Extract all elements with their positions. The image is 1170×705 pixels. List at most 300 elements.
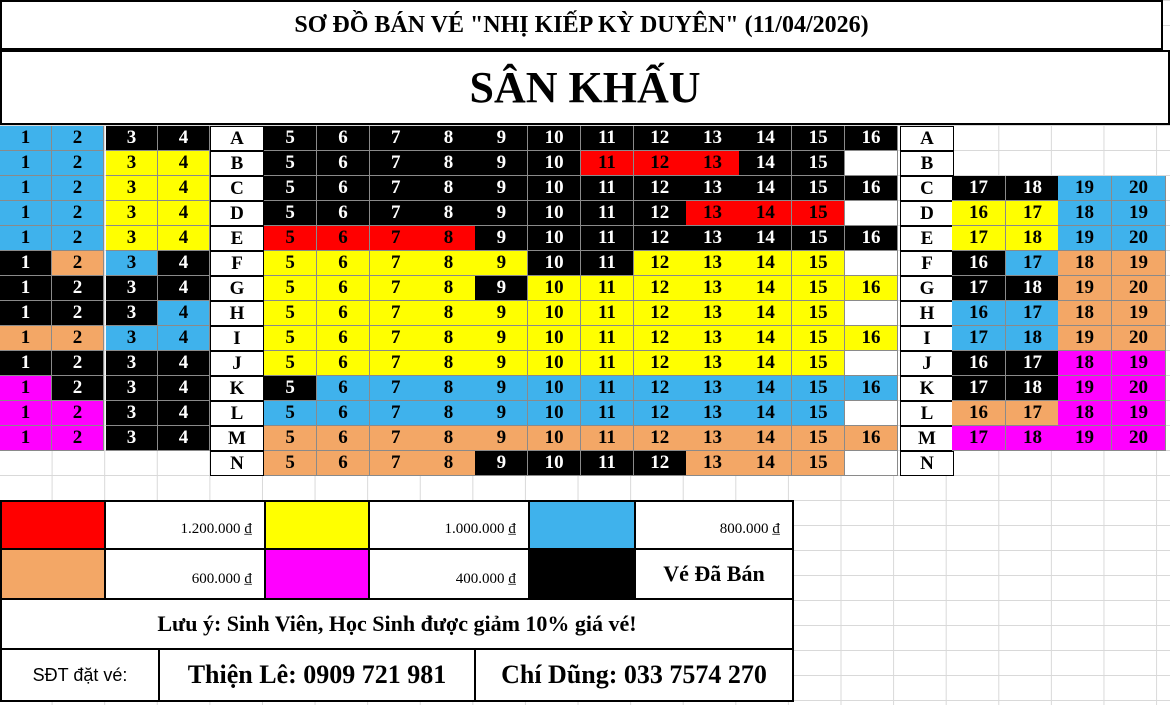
seat-L-1: 1 (0, 401, 52, 426)
seat-A-2: 2 (52, 126, 104, 151)
contact-phone-dung[interactable]: Chí Dũng: 033 7574 270 (474, 648, 794, 702)
seat-E-4: 4 (158, 226, 210, 251)
row-label-right: J (900, 351, 954, 376)
seat-J-11: 11 (581, 351, 634, 376)
seat-I-4: 4 (158, 326, 210, 351)
seat-A-10: 10 (528, 126, 581, 151)
seat-K-2: 2 (52, 376, 104, 401)
row-label-left: M (210, 426, 264, 451)
seat-C-6: 6 (317, 176, 370, 201)
seat-C-16: 16 (845, 176, 898, 201)
seat-B-7: 7 (370, 151, 423, 176)
seat-G-20: 20 (1112, 276, 1166, 301)
seat-C-10: 10 (528, 176, 581, 201)
empty-seat (845, 201, 898, 226)
seat-G-16: 16 (845, 276, 898, 301)
row-label-right: G (900, 276, 954, 301)
seat-M-8: 8 (422, 426, 475, 451)
seat-L-10: 10 (528, 401, 581, 426)
seat-A-9: 9 (475, 126, 528, 151)
seat-D-14: 14 (739, 201, 792, 226)
seat-J-4: 4 (158, 351, 210, 376)
row-label-right: H (900, 301, 954, 326)
row-label-right: E (900, 226, 954, 251)
row-label-right: K (900, 376, 954, 401)
seat-J-19: 19 (1112, 351, 1166, 376)
seat-F-1: 1 (0, 251, 52, 276)
empty-seat (845, 301, 898, 326)
row-label-right: L (900, 401, 954, 426)
seat-E-7: 7 (370, 226, 423, 251)
seat-L-17: 17 (1006, 401, 1060, 426)
seat-F-15: 15 (792, 251, 845, 276)
seat-I-9: 9 (475, 326, 528, 351)
seat-K-15: 15 (792, 376, 845, 401)
empty-seat (845, 151, 898, 176)
seat-L-19: 19 (1112, 401, 1166, 426)
seat-E-11: 11 (581, 226, 634, 251)
seat-I-17: 17 (952, 326, 1006, 351)
seat-M-18: 18 (1006, 426, 1060, 451)
seat-D-7: 7 (370, 201, 423, 226)
seat-L-3: 3 (106, 401, 158, 426)
seat-B-10: 10 (528, 151, 581, 176)
seat-I-13: 13 (686, 326, 739, 351)
seat-F-11: 11 (581, 251, 634, 276)
stage-banner: SÂN KHẤU (0, 50, 1170, 125)
legend-sold-label: Vé Đã Bán (634, 548, 794, 600)
contact-label: SĐT đặt vé: (0, 648, 160, 702)
seat-E-13: 13 (686, 226, 739, 251)
seat-E-3: 3 (106, 226, 158, 251)
seat-N-10: 10 (528, 451, 581, 476)
seat-K-4: 4 (158, 376, 210, 401)
seat-C-11: 11 (581, 176, 634, 201)
seat-F-17: 17 (1006, 251, 1060, 276)
seat-I-5: 5 (264, 326, 317, 351)
seat-J-9: 9 (475, 351, 528, 376)
seat-M-6: 6 (317, 426, 370, 451)
seat-K-16: 16 (845, 376, 898, 401)
seat-K-6: 6 (317, 376, 370, 401)
legend-price-magenta: 400.000 ₫ (368, 548, 530, 600)
seat-M-16: 16 (845, 426, 898, 451)
seat-H-3: 3 (106, 301, 158, 326)
seat-D-12: 12 (634, 201, 687, 226)
seat-H-8: 8 (422, 301, 475, 326)
seat-K-12: 12 (634, 376, 687, 401)
seat-I-3: 3 (106, 326, 158, 351)
seat-H-15: 15 (792, 301, 845, 326)
seat-L-14: 14 (739, 401, 792, 426)
seat-C-5: 5 (264, 176, 317, 201)
seat-K-17: 17 (952, 376, 1006, 401)
seat-C-12: 12 (634, 176, 687, 201)
seat-F-7: 7 (370, 251, 423, 276)
seat-E-12: 12 (634, 226, 687, 251)
seat-C-17: 17 (952, 176, 1006, 201)
seat-C-20: 20 (1112, 176, 1166, 201)
seat-E-9: 9 (475, 226, 528, 251)
seat-L-2: 2 (52, 401, 104, 426)
seat-A-13: 13 (686, 126, 739, 151)
seat-G-12: 12 (634, 276, 687, 301)
legend-price-red: 1.200.000 ₫ (104, 500, 266, 550)
seat-A-7: 7 (370, 126, 423, 151)
seat-J-12: 12 (634, 351, 687, 376)
seat-N-13: 13 (686, 451, 739, 476)
seat-K-14: 14 (739, 376, 792, 401)
row-label-left: I (210, 326, 264, 351)
seat-B-2: 2 (52, 151, 104, 176)
seat-L-7: 7 (370, 401, 423, 426)
legend-swatch-yellow (264, 500, 370, 550)
seat-J-10: 10 (528, 351, 581, 376)
seat-E-8: 8 (422, 226, 475, 251)
seat-I-2: 2 (52, 326, 104, 351)
seat-E-14: 14 (739, 226, 792, 251)
contact-phone-thien[interactable]: Thiện Lê: 0909 721 981 (158, 648, 476, 702)
seat-D-11: 11 (581, 201, 634, 226)
seat-N-11: 11 (581, 451, 634, 476)
seat-G-15: 15 (792, 276, 845, 301)
seat-F-10: 10 (528, 251, 581, 276)
seat-A-11: 11 (581, 126, 634, 151)
seat-K-9: 9 (475, 376, 528, 401)
seat-J-8: 8 (422, 351, 475, 376)
seat-D-10: 10 (528, 201, 581, 226)
legend-swatch-sold (528, 548, 636, 600)
seat-L-16: 16 (952, 401, 1006, 426)
row-label-left: G (210, 276, 264, 301)
seat-A-8: 8 (422, 126, 475, 151)
seat-I-7: 7 (370, 326, 423, 351)
seat-G-9: 9 (475, 276, 528, 301)
seat-G-4: 4 (158, 276, 210, 301)
seat-K-10: 10 (528, 376, 581, 401)
seat-I-15: 15 (792, 326, 845, 351)
seat-C-9: 9 (475, 176, 528, 201)
seat-I-19: 19 (1058, 326, 1112, 351)
seat-E-19: 19 (1058, 226, 1112, 251)
seat-M-9: 9 (475, 426, 528, 451)
row-label-left: C (210, 176, 264, 201)
seat-N-5: 5 (264, 451, 317, 476)
seat-F-8: 8 (422, 251, 475, 276)
seat-I-8: 8 (422, 326, 475, 351)
seat-L-12: 12 (634, 401, 687, 426)
seat-J-15: 15 (792, 351, 845, 376)
legend-swatch-magenta (264, 548, 370, 600)
seat-A-12: 12 (634, 126, 687, 151)
seat-M-13: 13 (686, 426, 739, 451)
seat-M-4: 4 (158, 426, 210, 451)
seat-J-2: 2 (52, 351, 104, 376)
seat-H-6: 6 (317, 301, 370, 326)
seat-K-5: 5 (264, 376, 317, 401)
seat-M-19: 19 (1058, 426, 1112, 451)
seat-L-13: 13 (686, 401, 739, 426)
seat-C-8: 8 (422, 176, 475, 201)
seat-A-3: 3 (106, 126, 158, 151)
seat-D-18: 18 (1058, 201, 1112, 226)
seat-D-19: 19 (1112, 201, 1166, 226)
seat-G-18: 18 (1006, 276, 1060, 301)
seat-N-8: 8 (422, 451, 475, 476)
seat-B-13: 13 (686, 151, 739, 176)
seat-M-2: 2 (52, 426, 104, 451)
row-label-left: K (210, 376, 264, 401)
legend-price-orange: 600.000 ₫ (104, 548, 266, 600)
seat-I-20: 20 (1112, 326, 1166, 351)
seat-B-1: 1 (0, 151, 52, 176)
seat-B-8: 8 (422, 151, 475, 176)
seat-H-11: 11 (581, 301, 634, 326)
seat-I-1: 1 (0, 326, 52, 351)
seat-F-9: 9 (475, 251, 528, 276)
seat-L-5: 5 (264, 401, 317, 426)
seat-F-16: 16 (952, 251, 1006, 276)
seat-I-14: 14 (739, 326, 792, 351)
seat-B-5: 5 (264, 151, 317, 176)
seat-L-8: 8 (422, 401, 475, 426)
seat-N-12: 12 (634, 451, 687, 476)
seat-M-12: 12 (634, 426, 687, 451)
seat-C-1: 1 (0, 176, 52, 201)
seat-D-8: 8 (422, 201, 475, 226)
seat-M-11: 11 (581, 426, 634, 451)
seat-B-6: 6 (317, 151, 370, 176)
seat-D-13: 13 (686, 201, 739, 226)
seat-B-15: 15 (792, 151, 845, 176)
seat-H-17: 17 (1006, 301, 1060, 326)
seat-L-11: 11 (581, 401, 634, 426)
seat-D-9: 9 (475, 201, 528, 226)
seat-I-12: 12 (634, 326, 687, 351)
seat-C-4: 4 (158, 176, 210, 201)
seat-D-2: 2 (52, 201, 104, 226)
row-label-left: F (210, 251, 264, 276)
seat-J-1: 1 (0, 351, 52, 376)
seat-F-19: 19 (1112, 251, 1166, 276)
seat-G-17: 17 (952, 276, 1006, 301)
seat-E-18: 18 (1006, 226, 1060, 251)
seat-F-12: 12 (634, 251, 687, 276)
row-label-left: E (210, 226, 264, 251)
seat-H-7: 7 (370, 301, 423, 326)
row-label-right: M (900, 426, 954, 451)
seat-E-16: 16 (845, 226, 898, 251)
row-label-right: F (900, 251, 954, 276)
seat-N-15: 15 (792, 451, 845, 476)
seat-J-5: 5 (264, 351, 317, 376)
row-label-left: A (210, 126, 264, 151)
seat-H-9: 9 (475, 301, 528, 326)
seat-E-5: 5 (264, 226, 317, 251)
seat-N-6: 6 (317, 451, 370, 476)
empty-seat (845, 451, 898, 476)
seat-B-11: 11 (581, 151, 634, 176)
seat-A-15: 15 (792, 126, 845, 151)
seat-A-1: 1 (0, 126, 52, 151)
seat-F-13: 13 (686, 251, 739, 276)
seat-G-6: 6 (317, 276, 370, 301)
seat-C-15: 15 (792, 176, 845, 201)
seat-A-16: 16 (845, 126, 898, 151)
seat-E-1: 1 (0, 226, 52, 251)
seat-K-7: 7 (370, 376, 423, 401)
seat-B-14: 14 (739, 151, 792, 176)
seat-E-17: 17 (952, 226, 1006, 251)
seat-G-1: 1 (0, 276, 52, 301)
seat-F-6: 6 (317, 251, 370, 276)
seat-H-19: 19 (1112, 301, 1166, 326)
seat-C-18: 18 (1006, 176, 1060, 201)
seat-C-2: 2 (52, 176, 104, 201)
seat-N-14: 14 (739, 451, 792, 476)
seat-C-19: 19 (1058, 176, 1112, 201)
seat-H-16: 16 (952, 301, 1006, 326)
seat-J-13: 13 (686, 351, 739, 376)
seat-C-7: 7 (370, 176, 423, 201)
seat-J-16: 16 (952, 351, 1006, 376)
seat-D-16: 16 (952, 201, 1006, 226)
seat-D-6: 6 (317, 201, 370, 226)
seat-B-9: 9 (475, 151, 528, 176)
legend-price-blue: 800.000 ₫ (634, 500, 794, 550)
seat-L-6: 6 (317, 401, 370, 426)
seat-F-14: 14 (739, 251, 792, 276)
seat-M-20: 20 (1112, 426, 1166, 451)
seat-B-4: 4 (158, 151, 210, 176)
seat-L-18: 18 (1058, 401, 1112, 426)
seat-N-7: 7 (370, 451, 423, 476)
seat-J-18: 18 (1058, 351, 1112, 376)
seat-I-16: 16 (845, 326, 898, 351)
seat-B-3: 3 (106, 151, 158, 176)
row-label-left: H (210, 301, 264, 326)
seat-G-5: 5 (264, 276, 317, 301)
seat-G-2: 2 (52, 276, 104, 301)
seat-A-14: 14 (739, 126, 792, 151)
seat-M-17: 17 (952, 426, 1006, 451)
seat-K-11: 11 (581, 376, 634, 401)
seat-F-18: 18 (1058, 251, 1112, 276)
seat-H-12: 12 (634, 301, 687, 326)
seat-J-3: 3 (106, 351, 158, 376)
seat-G-3: 3 (106, 276, 158, 301)
seat-L-4: 4 (158, 401, 210, 426)
seat-D-17: 17 (1006, 201, 1060, 226)
seat-K-8: 8 (422, 376, 475, 401)
seat-K-19: 19 (1058, 376, 1112, 401)
seat-D-1: 1 (0, 201, 52, 226)
row-label-left: L (210, 401, 264, 426)
page-title: SƠ ĐỒ BÁN VÉ "NHỊ KIẾP KỲ DUYÊN" (11/04/2026) (0, 0, 1163, 50)
legend-swatch-orange (0, 548, 106, 600)
seat-M-7: 7 (370, 426, 423, 451)
seat-H-18: 18 (1058, 301, 1112, 326)
seat-K-1: 1 (0, 376, 52, 401)
seat-M-14: 14 (739, 426, 792, 451)
seat-K-20: 20 (1112, 376, 1166, 401)
seat-H-5: 5 (264, 301, 317, 326)
row-label-left: B (210, 151, 264, 176)
seat-A-6: 6 (317, 126, 370, 151)
seat-I-18: 18 (1006, 326, 1060, 351)
seat-A-5: 5 (264, 126, 317, 151)
seat-J-7: 7 (370, 351, 423, 376)
legend-price-yellow: 1.000.000 ₫ (368, 500, 530, 550)
seat-E-6: 6 (317, 226, 370, 251)
row-label-right: I (900, 326, 954, 351)
seat-N-9: 9 (475, 451, 528, 476)
seat-G-19: 19 (1058, 276, 1112, 301)
row-label-right: D (900, 201, 954, 226)
seat-M-15: 15 (792, 426, 845, 451)
seat-L-9: 9 (475, 401, 528, 426)
seat-C-14: 14 (739, 176, 792, 201)
seat-M-3: 3 (106, 426, 158, 451)
row-label-right: A (900, 126, 954, 151)
seat-D-4: 4 (158, 201, 210, 226)
seat-K-13: 13 (686, 376, 739, 401)
seat-H-2: 2 (52, 301, 104, 326)
row-label-right: B (900, 151, 954, 176)
seat-K-3: 3 (106, 376, 158, 401)
seat-B-12: 12 (634, 151, 687, 176)
seat-K-18: 18 (1006, 376, 1060, 401)
seat-M-1: 1 (0, 426, 52, 451)
seat-E-2: 2 (52, 226, 104, 251)
seat-H-10: 10 (528, 301, 581, 326)
seat-G-13: 13 (686, 276, 739, 301)
seat-M-10: 10 (528, 426, 581, 451)
seat-C-13: 13 (686, 176, 739, 201)
seat-J-14: 14 (739, 351, 792, 376)
seat-D-5: 5 (264, 201, 317, 226)
seat-L-15: 15 (792, 401, 845, 426)
seat-M-5: 5 (264, 426, 317, 451)
seat-F-5: 5 (264, 251, 317, 276)
seat-F-3: 3 (106, 251, 158, 276)
seat-E-20: 20 (1112, 226, 1166, 251)
empty-seat (845, 351, 898, 376)
seat-D-3: 3 (106, 201, 158, 226)
seat-J-6: 6 (317, 351, 370, 376)
seat-I-11: 11 (581, 326, 634, 351)
legend-swatch-red (0, 500, 106, 550)
seat-G-7: 7 (370, 276, 423, 301)
discount-note: Lưu ý: Sinh Viên, Học Sinh được giảm 10% giá vé! (0, 598, 794, 650)
seat-H-13: 13 (686, 301, 739, 326)
seat-I-6: 6 (317, 326, 370, 351)
empty-seat (845, 401, 898, 426)
legend-swatch-blue (528, 500, 636, 550)
row-label-right: C (900, 176, 954, 201)
seat-H-14: 14 (739, 301, 792, 326)
seat-E-10: 10 (528, 226, 581, 251)
seat-G-10: 10 (528, 276, 581, 301)
seat-A-4: 4 (158, 126, 210, 151)
row-label-left: D (210, 201, 264, 226)
seat-G-8: 8 (422, 276, 475, 301)
seat-E-15: 15 (792, 226, 845, 251)
seat-I-10: 10 (528, 326, 581, 351)
seat-J-17: 17 (1006, 351, 1060, 376)
row-label-left: J (210, 351, 264, 376)
seat-H-4: 4 (158, 301, 210, 326)
